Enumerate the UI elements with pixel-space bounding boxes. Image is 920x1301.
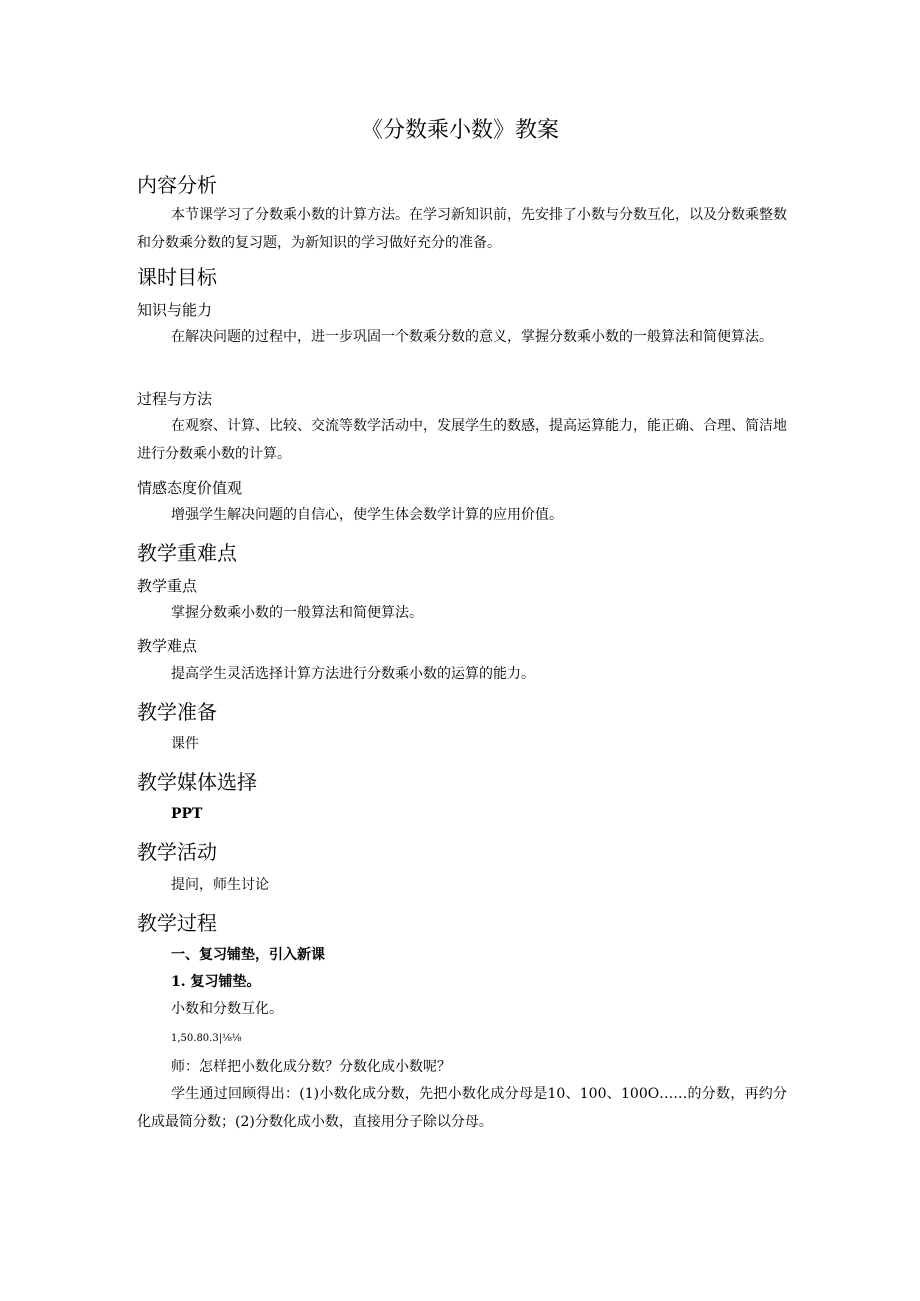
paragraph-preparation: 课件: [171, 736, 199, 752]
process-student-answer: 学生通过回顾得出：(1)小数化成分数，先把小数化成分母是10、100、100O……的分数，再约分化成最简分数；(2)分数化成小数，直接用分子除以分母。: [137, 1086, 787, 1130]
paragraph-process-method: 在观察、计算、比较、交流等数学活动中，发展学生的数感，提高运算能力，能正确、合理、简洁地进行分数乘小数的计算。: [137, 418, 787, 462]
paragraph-media: PPT: [171, 806, 203, 822]
heading-focus: 教学重点: [137, 577, 198, 595]
heading-goals: 课时目标: [137, 265, 217, 289]
paragraph-difficulty: 提高学生灵活选择计算方法进行分数乘小数的运算的能力。: [171, 666, 535, 682]
heading-process: 教学过程: [137, 911, 217, 935]
process-formula: 1,50.80.3|⅛⅛: [171, 1033, 242, 1044]
heading-content-analysis: 内容分析: [137, 173, 217, 197]
paragraph-focus: 掌握分数乘小数的一般算法和简便算法。: [171, 605, 423, 621]
paragraph-attitude: 增强学生解决问题的自信心，使学生体会数学计算的应用价值。: [171, 507, 563, 523]
document-title: 《分数乘小数》教案: [360, 118, 559, 143]
heading-attitude: 情感态度价值观: [137, 479, 243, 497]
heading-media: 教学媒体选择: [137, 770, 257, 794]
heading-knowledge: 知识与能力: [137, 301, 213, 319]
process-step-1: 一、复习铺垫，引入新课: [171, 947, 325, 963]
heading-process-method: 过程与方法: [137, 390, 213, 408]
paragraph-knowledge: 在解决问题的过程中，进一步巩固一个数乘分数的意义，掌握分数乘小数的一般算法和简便算法。: [171, 329, 773, 345]
paragraph-content-analysis: 本节课学习了分数乘小数的计算方法。在学习新知识前，先安排了小数与分数互化，以及分数乘整数和分数乘分数的复习题，为新知识的学习做好充分的准备。: [137, 207, 787, 251]
heading-preparation: 教学准备: [137, 700, 217, 724]
process-teacher-question: 师：怎样把小数化成分数？分数化成小数呢？: [171, 1059, 451, 1075]
heading-difficulty: 教学难点: [137, 637, 198, 655]
heading-activity: 教学活动: [137, 840, 217, 864]
process-step-1-1: 1. 复习铺垫。: [171, 974, 261, 990]
paragraph-activity: 提问，师生讨论: [171, 877, 269, 893]
process-line-1: 小数和分数互化。: [171, 1001, 283, 1017]
heading-key-points: 教学重难点: [137, 541, 237, 565]
